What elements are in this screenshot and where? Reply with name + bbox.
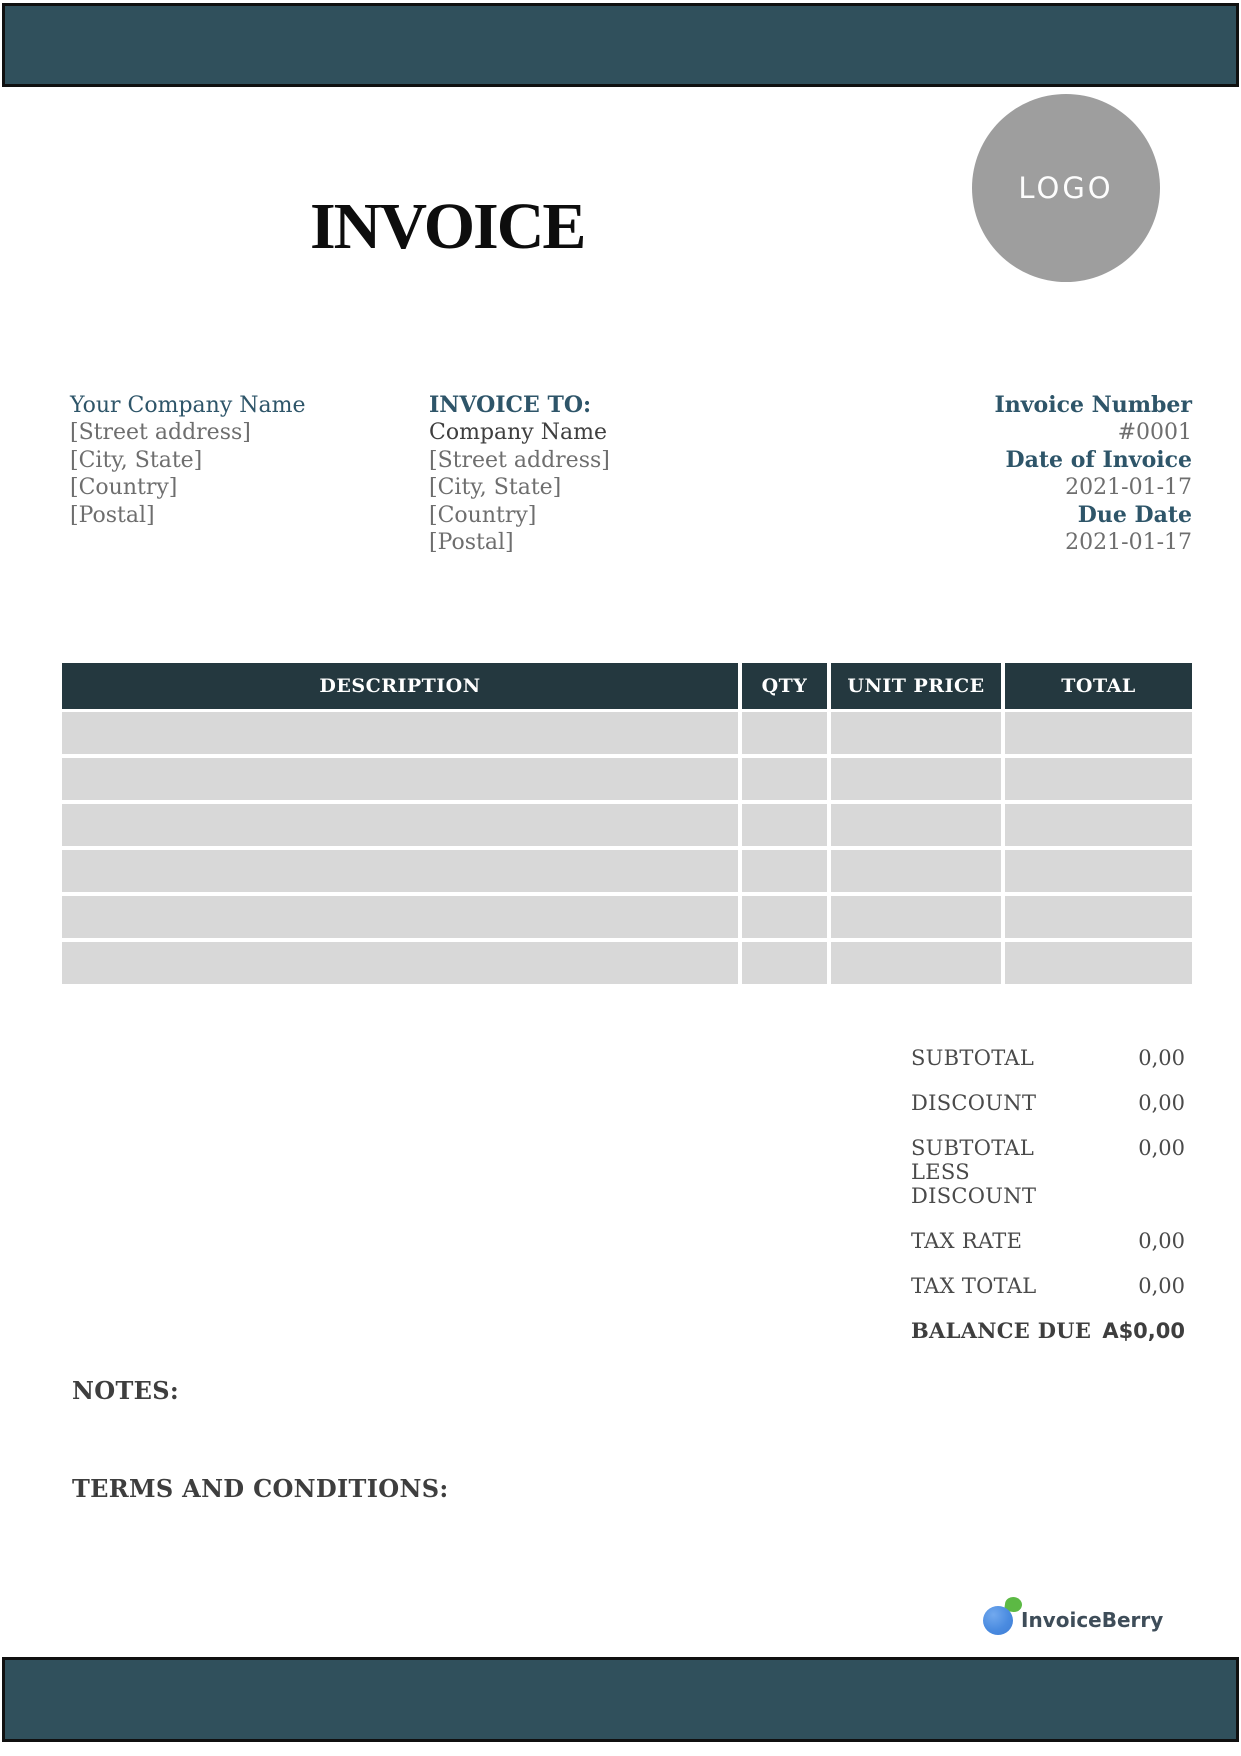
client-company-name: Company Name [429, 420, 607, 446]
total-label: SUBTOTAL [911, 1046, 1035, 1070]
line-item-cell [742, 850, 827, 892]
invoice-to-heading: INVOICE TO: [429, 392, 592, 418]
total-label: TAX TOTAL [911, 1274, 1037, 1298]
client-postal: [Postal] [429, 530, 514, 556]
line-item-cell [1005, 758, 1192, 800]
line-items-table [62, 663, 1192, 988]
line-item-cell [831, 804, 1001, 846]
total-value: 0,00 [1138, 1136, 1185, 1160]
line-item-cell [62, 942, 738, 984]
table-row [62, 850, 1192, 892]
due-date-value: 2021-01-17 [1065, 530, 1192, 556]
line-item-cell [831, 896, 1001, 938]
invoice-date-label: Date of Invoice [1005, 446, 1192, 473]
invoiceberry-brand-name: InvoiceBerry [1021, 1608, 1164, 1632]
column-header: UNIT PRICE [831, 663, 1001, 709]
notes-heading: NOTES: [72, 1376, 179, 1405]
company-country: [Country] [70, 475, 178, 501]
total-label: BALANCE DUE [911, 1318, 1092, 1343]
company-from-block [70, 392, 370, 529]
total-value: A$0,00 [1102, 1319, 1185, 1343]
page-title: INVOICE [310, 190, 585, 263]
total-value: 0,00 [1138, 1046, 1185, 1070]
invoice-date-value: 2021-01-17 [1065, 475, 1192, 501]
footer-bar [2, 1657, 1239, 1742]
company-city: [City, State] [70, 447, 203, 473]
header-bar [2, 3, 1239, 87]
company-name: Your Company Name [70, 393, 306, 418]
line-item-cell [1005, 850, 1192, 892]
line-items-header [62, 663, 1192, 709]
line-item-cell [831, 758, 1001, 800]
total-row [911, 1229, 1185, 1253]
line-item-cell [831, 712, 1001, 754]
line-item-cell [62, 712, 738, 754]
total-value: 0,00 [1138, 1229, 1185, 1253]
line-item-cell [1005, 804, 1192, 846]
logo-placeholder [972, 94, 1160, 282]
column-header: QTY [742, 663, 827, 709]
due-date-label: Due Date [1077, 501, 1192, 528]
client-country: [Country] [429, 502, 537, 528]
invoice-meta-block [872, 392, 1192, 556]
line-item-cell [742, 712, 827, 754]
total-value: 0,00 [1138, 1274, 1185, 1298]
terms-heading: TERMS AND CONDITIONS: [72, 1474, 449, 1503]
invoice-number-label: Invoice Number [994, 392, 1192, 418]
column-header: TOTAL [1005, 663, 1192, 709]
line-item-cell [742, 804, 827, 846]
company-postal: [Postal] [70, 502, 155, 528]
line-item-cell [62, 896, 738, 938]
totals-block [911, 1046, 1185, 1364]
line-item-cell [62, 850, 738, 892]
client-city: [City, State] [429, 475, 562, 501]
table-row [62, 896, 1192, 938]
total-value: 0,00 [1138, 1091, 1185, 1115]
total-row [911, 1091, 1185, 1115]
table-row [62, 758, 1192, 800]
total-label: DISCOUNT [911, 1091, 1037, 1115]
table-row [62, 942, 1192, 984]
invoice-number-value: #0001 [1117, 420, 1192, 446]
line-item-cell [742, 758, 827, 800]
company-street: [Street address] [70, 420, 251, 446]
line-item-cell [1005, 712, 1192, 754]
column-header: DESCRIPTION [62, 663, 738, 709]
line-item-cell [742, 896, 827, 938]
total-row [911, 1136, 1185, 1208]
line-item-cell [831, 850, 1001, 892]
logo-placeholder-label: LOGO [1018, 171, 1114, 205]
invoiceberry-logo [983, 1596, 1213, 1640]
total-label: SUBTOTAL LESS DISCOUNT [911, 1136, 1037, 1208]
total-label: TAX RATE [911, 1229, 1023, 1253]
berry-icon [983, 1606, 1013, 1635]
line-item-cell [831, 942, 1001, 984]
total-row [911, 1274, 1185, 1298]
total-row [911, 1046, 1185, 1070]
line-items-body [62, 712, 1192, 984]
line-item-cell [1005, 942, 1192, 984]
table-row [62, 804, 1192, 846]
total-row [911, 1319, 1185, 1343]
line-item-cell [1005, 896, 1192, 938]
line-item-cell [62, 758, 738, 800]
client-street: [Street address] [429, 447, 610, 473]
line-item-cell [742, 942, 827, 984]
invoice-to-block [429, 392, 749, 556]
line-item-cell [62, 804, 738, 846]
table-row [62, 712, 1192, 754]
